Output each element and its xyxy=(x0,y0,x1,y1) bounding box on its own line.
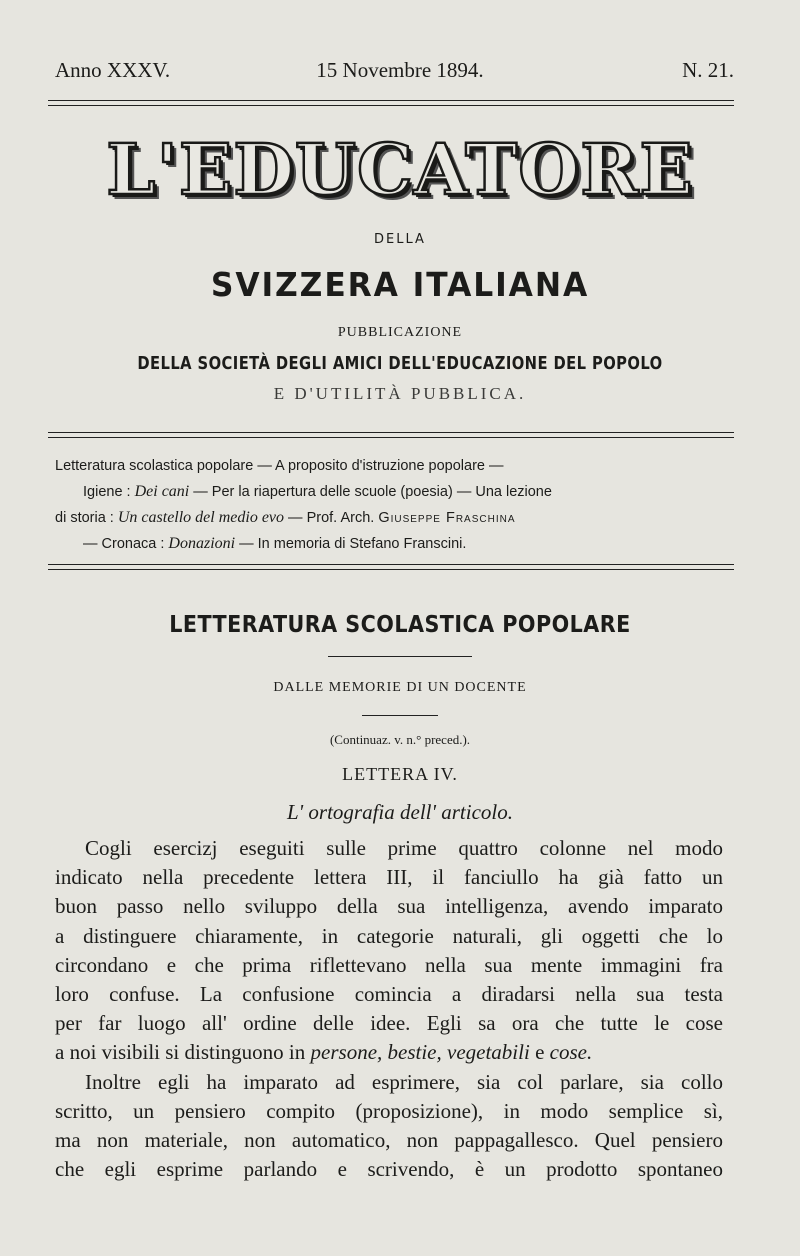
body-line: indicato nella precedente lettera III, il fanciullo ha già fatto un xyxy=(55,865,723,890)
summary-rule-top-2 xyxy=(48,437,734,438)
body-line: scritto, un pensiero compito (proposizione), in modo semplice sì, xyxy=(55,1098,723,1123)
body-line: Cogli esercizj eseguiti sulle prime quattro colonne nel modo xyxy=(85,836,723,860)
source-divider xyxy=(362,715,438,716)
summary-rule-bottom-2 xyxy=(48,569,734,570)
body-line: circondano e che prima riflettevano nella sua mente immagini fra xyxy=(55,952,723,977)
article-source: DALLE MEMORIE DI UN DOCENTE xyxy=(273,680,527,695)
table-of-contents xyxy=(55,454,727,557)
masthead-title: L'EDUCATORE xyxy=(106,128,694,211)
subtitle: SVIZZERA ITALIANA xyxy=(210,265,590,304)
letter-heading: LETTERA IV. xyxy=(342,764,458,784)
body-line: a distinguere chiaramente, in categorie naturali, gli oggetti che lo xyxy=(55,923,723,948)
publication-label: PUBBLICAZIONE xyxy=(337,325,463,340)
volume-label: Anno XXXV. xyxy=(55,58,171,82)
masthead xyxy=(60,128,740,218)
society-name: DELLA SOCIETÀ DEGLI AMICI DELL'EDUCAZIONE DEL POPOLO xyxy=(137,353,663,374)
body-line: loro confuse. La confusione comincia a diradarsi nella sua testa xyxy=(55,981,723,1006)
body-line: buon passo nello sviluppo della sua intelligenza, avendo imparato xyxy=(55,894,723,919)
body-line: ma non materiale, non automatico, non pappagallesco. Quel pensiero xyxy=(55,1127,723,1152)
article-body xyxy=(55,834,723,1184)
body-line: Inoltre egli ha imparato ad esprimere, sia col parlare, sia collo xyxy=(85,1069,723,1094)
body-line: per far luogo all' ordine delle idee. Egli sa ora che tutte le cose xyxy=(55,1011,723,1036)
issue-number: N. 21. xyxy=(682,58,734,82)
summary-rule-top-1 xyxy=(48,432,734,433)
toc-line: di storia : Un castello del medio evo — Prof. Arch. Giuseppe Fraschina xyxy=(55,509,516,526)
toc-line: — Cronaca : Donazioni — In memoria di Stefano Franscini. xyxy=(83,535,467,552)
toc-line: Igiene : Dei cani — Per la riapertura delle scuole (poesia) — Una lezione xyxy=(83,483,552,500)
utility-line: E D'UTILITÀ PUBBLICA. xyxy=(273,384,527,403)
article-title: LETTERATURA SCOLASTICA POPOLARE xyxy=(169,612,631,638)
summary-rule-bottom-1 xyxy=(48,564,734,565)
continuation-note: (Continuaz. v. n.° preced.). xyxy=(329,732,471,747)
title-divider xyxy=(328,656,472,657)
della-label: DELLA xyxy=(374,232,426,247)
header-rule-top xyxy=(48,100,734,101)
body-line: a noi visibili si distinguono in persone, bestie, vegetabili e cose. xyxy=(55,1040,593,1065)
letter-subject: L' ortografia dell' articolo. xyxy=(287,800,513,824)
issue-date: 15 Novembre 1894. xyxy=(316,58,484,82)
toc-line: Letteratura scolastica popolare — A proposito d'istruzione popolare — xyxy=(55,458,504,474)
body-line: che egli esprime parlando e scrivendo, è un prodotto spontaneo xyxy=(55,1157,723,1182)
header-rule-bottom xyxy=(48,105,734,106)
